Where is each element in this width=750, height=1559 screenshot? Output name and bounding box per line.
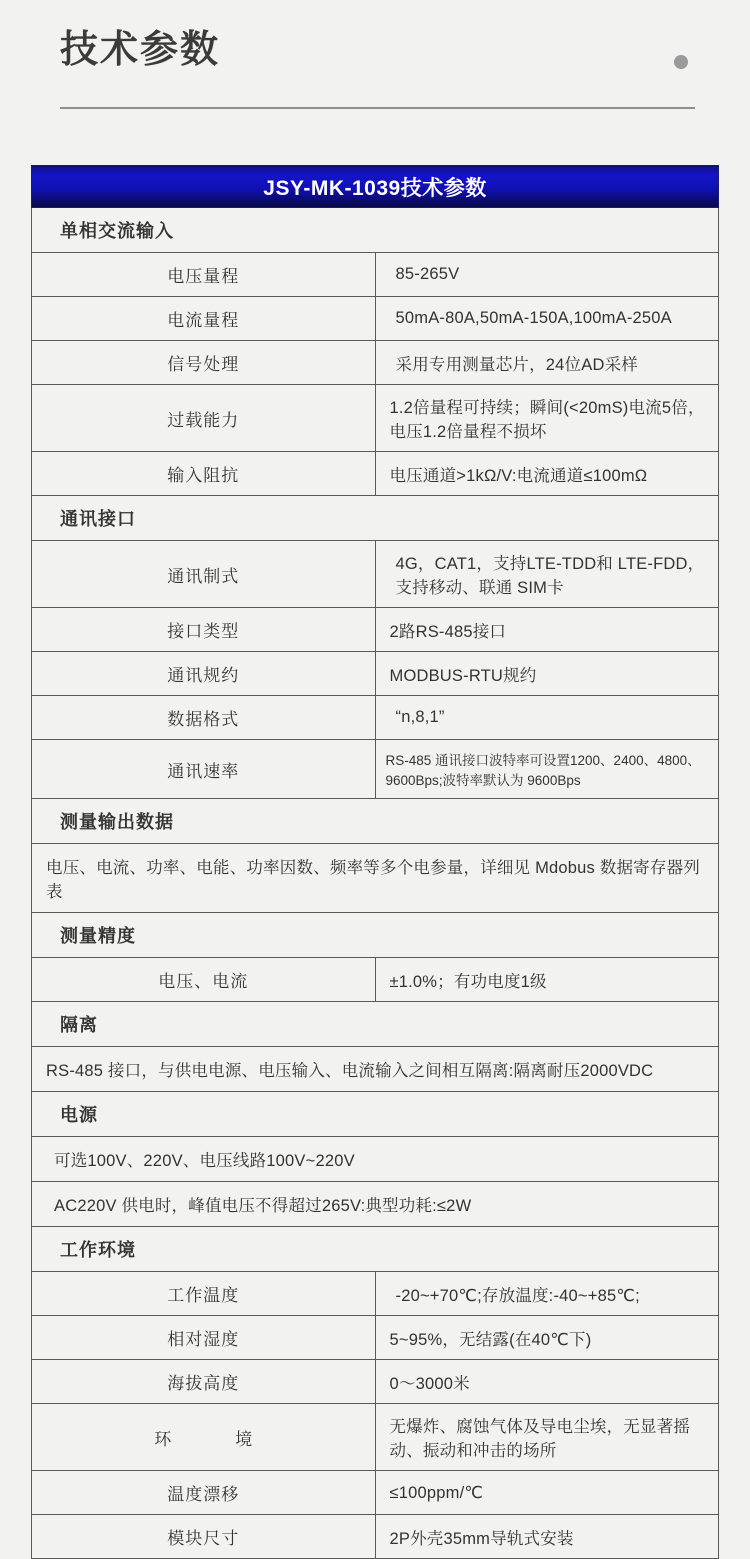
section-header-label: 电源 [32,1092,719,1137]
section-header-label: 单相交流输入 [32,208,719,253]
dot-icon [674,55,688,69]
table-row [32,1137,719,1182]
table-row [32,696,719,740]
spec-value: ±1.0%；有功电度1级 [375,958,719,1002]
section-header-label: 通讯接口 [32,496,719,541]
table-row [32,1404,719,1471]
section-header-row [32,1227,719,1272]
table-row [32,1360,719,1404]
section-header-row [32,1002,719,1047]
spec-table [31,165,719,1559]
spec-value: 0～3000米 [375,1360,719,1404]
section-header-row [32,1092,719,1137]
spec-value: -20~+70℃;存放温度:-40~+85℃; [375,1272,719,1316]
spec-value: “n,8,1” [375,696,719,740]
spec-label: 电压、电流 [32,958,376,1002]
spec-value: 50mA-80A,50mA-150A,100mA-250A [375,297,719,341]
spec-table-body [32,166,719,1559]
table-row [32,1047,719,1092]
section-header-row [32,799,719,844]
table-row [32,341,719,385]
spec-value: MODBUS-RTU规约 [375,652,719,696]
table-header-row [32,166,719,208]
spec-label: 电流量程 [32,297,376,341]
spec-value: ≤100ppm/℃ [375,1471,719,1515]
spec-label: 数据格式 [32,696,376,740]
spec-note: 可选100V、220V、电压线路100V~220V [32,1137,719,1182]
spec-value: 采用专用测量芯片，24位AD采样 [375,341,719,385]
table-row [32,608,719,652]
spec-label: 过载能力 [32,385,376,452]
table-row [32,541,719,608]
table-row [32,1272,719,1316]
table-row [32,297,719,341]
table-row [32,385,719,452]
table-row [32,452,719,496]
spec-value: 5~95%，无结露(在40℃下) [375,1316,719,1360]
spec-value: 85-265V [375,253,719,297]
spec-table-container [31,165,719,1559]
section-header-row [32,208,719,253]
spec-note: RS-485 接口，与供电电源、电压输入、电流输入之间相互隔离:隔离耐压2000VDC [32,1047,719,1092]
spec-label: 通讯制式 [32,541,376,608]
table-row [32,740,719,799]
table-row [32,1182,719,1227]
spec-note: AC220V 供电时，峰值电压不得超过265V:典型功耗:≤2W [32,1182,719,1227]
page-header [0,0,750,148]
table-row [32,958,719,1002]
spec-note: 电压、电流、功率、电能、功率因数、频率等多个电参量，详细见 Mdobus 数据寄存器列表 [32,844,719,913]
page-title: 技术参数 [60,29,221,71]
spec-label: 环 境 [32,1404,376,1471]
spec-label: 信号处理 [32,341,376,385]
spec-value: 1.2倍量程可持续；瞬间(<20mS)电流5倍，电压1.2倍量程不损坏 [375,385,719,452]
section-header-label: 工作环境 [32,1227,719,1272]
spec-label: 海拔高度 [32,1360,376,1404]
table-row [32,652,719,696]
section-header-label: 测量输出数据 [32,799,719,844]
table-row [32,844,719,913]
spec-label: 输入阻抗 [32,452,376,496]
section-header-row [32,913,719,958]
spec-value: 电压通道>1kΩ/V:电流通道≤100mΩ [375,452,719,496]
spec-value: 4G，CAT1，支持LTE-TDD和 LTE-FDD，支持移动、联通 SIM卡 [375,541,719,608]
table-title: JSY-MK-1039技术参数 [32,166,719,208]
spec-value: RS-485 通讯接口波特率可设置1200、2400、4800、9600Bps;波特率默认为 9600Bps [375,740,719,799]
spec-label: 通讯速率 [32,740,376,799]
section-header-row [32,496,719,541]
section-header-label: 测量精度 [32,913,719,958]
spec-value: 无爆炸、腐蚀气体及导电尘埃，无显著摇动、振动和冲击的场所 [375,1404,719,1471]
spec-label: 接口类型 [32,608,376,652]
section-header-label: 隔离 [32,1002,719,1047]
table-row [32,1316,719,1360]
spec-label: 相对湿度 [32,1316,376,1360]
spec-label: 温度漂移 [32,1471,376,1515]
spec-label: 电压量程 [32,253,376,297]
spec-value: 2P外壳35mm导轨式安装 [375,1515,719,1559]
spec-label: 通讯规约 [32,652,376,696]
table-row [32,253,719,297]
spec-value: 2路RS-485接口 [375,608,719,652]
header-divider [60,107,695,109]
table-row [32,1471,719,1515]
table-row [32,1515,719,1559]
spec-label: 模块尺寸 [32,1515,376,1559]
spec-label: 工作温度 [32,1272,376,1316]
